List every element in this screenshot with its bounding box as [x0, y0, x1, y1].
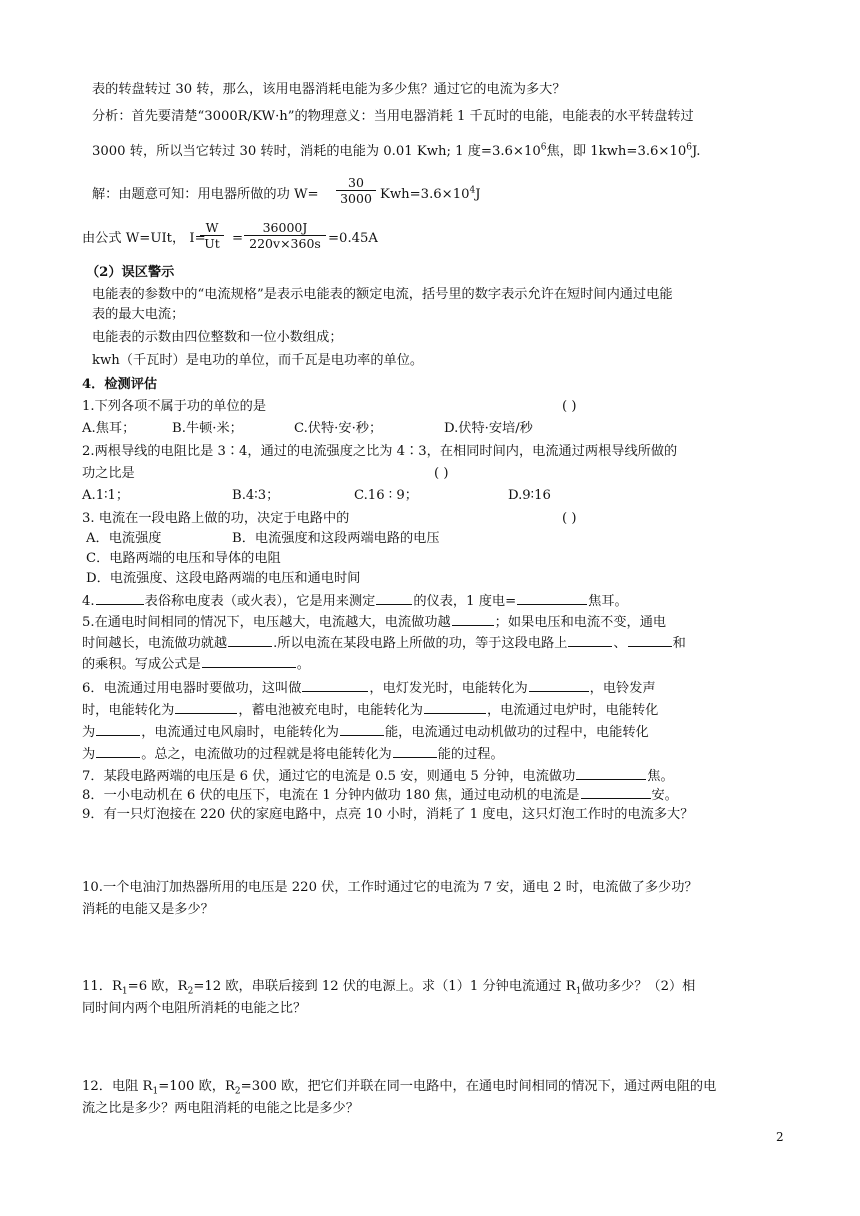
text-span: 和 [672, 636, 686, 651]
fraction [244, 220, 326, 251]
text-line: = [232, 231, 244, 246]
text-span: 焦。 [647, 769, 674, 784]
text-line: 表的最大电流； [92, 307, 185, 322]
text-span: 安。 [651, 788, 678, 803]
answer-blank[interactable] [202, 655, 296, 668]
text-span: =300 欧，把它们并联在同一电路中，在通电时间相同的情况下，通过两电阻的电 [240, 1079, 717, 1094]
subscript: 1 [575, 986, 582, 997]
option: C.伏特·安·秒； [294, 421, 383, 436]
question-4 [82, 592, 628, 611]
answer-blank[interactable] [393, 745, 437, 758]
text-line: =0.45A [328, 231, 378, 246]
subscript: 1 [152, 1086, 159, 1097]
text-span: 时，电能转化为 [82, 703, 175, 718]
text-span: 为 [82, 747, 96, 762]
answer-blank[interactable] [228, 634, 272, 647]
fraction-denominator: 3000 [340, 191, 372, 206]
answer-blank[interactable] [517, 592, 587, 605]
answer-paren: ( ) [434, 466, 449, 481]
superscript: 4 [469, 185, 476, 196]
answer-blank[interactable] [340, 723, 384, 736]
answer-blank[interactable] [576, 767, 646, 780]
fraction-denominator: 220v×360s [249, 236, 321, 251]
text-span: 做功多少？（2）相 [581, 979, 696, 994]
text-span: 11．R [82, 979, 122, 994]
text-span: ，电灯发光时，电能转化为 [369, 681, 528, 696]
text-span: =6 欧，R [127, 979, 188, 994]
text-span: 4. [82, 594, 95, 609]
option: C.16 ∶ 9； [354, 488, 418, 503]
fraction [336, 175, 376, 206]
text-line [82, 634, 686, 653]
text-span: 5.在通电时间相同的情况下，电压越大，电流越大，电流做功越 [82, 615, 451, 630]
text-line: 消耗的电能又是多少？ [82, 902, 214, 917]
text-span: ，电流通过电风扇时，电能转化为 [141, 725, 339, 740]
superscript: 6 [686, 142, 692, 153]
section-heading: （2）误区警示 [86, 265, 175, 280]
option: D.9∶16 [508, 488, 551, 503]
answer-paren: ( ) [562, 511, 577, 526]
subscript: 1 [121, 986, 128, 997]
text-span: 焦，即 1kwh=3.6×10 [546, 144, 687, 159]
option: D.伏特·安培/秒 [444, 421, 533, 436]
text-span: 。总之，电流做功的过程就是将电能转化为 [141, 747, 392, 762]
fraction-numerator: 36000J [262, 220, 308, 235]
text-span: =12 欧，串联后接到 12 伏的电源上。求（1）1 分钟电流通过 R [193, 979, 576, 994]
text-span: 。 [296, 657, 310, 672]
text-line: 同时间内两个电阻所消耗的电能之比？ [82, 1001, 307, 1016]
answer-blank[interactable] [452, 613, 494, 626]
answer-blank[interactable] [302, 679, 368, 692]
section-heading: 4．检测评估 [82, 377, 158, 392]
answer-blank[interactable] [568, 634, 612, 647]
fraction [200, 220, 224, 251]
answer-blank[interactable] [581, 786, 651, 799]
text-span: 3000 转，所以当它转过 30 转时，消耗的电能为 0.01 Kwh; 1 度=3.6×10 [92, 144, 541, 159]
option: A.1∶1； [82, 488, 130, 503]
option: A.焦耳； [82, 421, 136, 436]
question-12 [82, 1078, 716, 1096]
text-span: J. [692, 144, 701, 159]
subscript: 2 [187, 986, 194, 997]
question-11 [82, 978, 695, 996]
text-span: 能的过程。 [437, 747, 504, 762]
fraction-numerator: W [205, 220, 219, 235]
text-line [92, 143, 700, 161]
page-number: 2 [776, 1130, 784, 1144]
question-6 [82, 679, 656, 698]
text-line: 电能表的参数中的“电流规格”是表示电能表的额定电流，括号里的数字表示允许在短时间内通过电能 [92, 287, 673, 302]
question-5 [82, 613, 666, 632]
option: B.牛顿·米； [172, 421, 243, 436]
text-line: 解：由题意可知：用电器所做的功 W= [92, 187, 319, 202]
text-line [82, 723, 649, 742]
text-line [380, 186, 481, 204]
answer-paren: ( ) [562, 399, 577, 414]
question-10: 10.一个电油汀加热器所用的电压是 220 伏，工作时通过它的电流为 7 安，通电 2 时，电流做了多少功？ [82, 880, 698, 895]
subscript: 2 [234, 1086, 241, 1097]
fraction-numerator: 30 [348, 175, 364, 190]
text-span: ；如果电压和电流不变，通电 [494, 615, 667, 630]
option: B.4∶3； [232, 488, 280, 503]
text-span: 表俗称电度表（或火表），它是用来测定 [144, 594, 376, 609]
text-span: 时间越长，电流做功就越 [82, 636, 228, 651]
answer-blank[interactable] [96, 745, 140, 758]
text-span: =100 欧，R [158, 1079, 235, 1094]
text-span: 7．某段电路两端的电压是 6 伏，通过它的电流是 0.5 安，则通电 5 分钟，电流做功 [82, 769, 576, 784]
option: D．电流强度、这段电路两端的电压和通电时间 [86, 571, 361, 586]
text-line: 由公式 W=UIt， I= [82, 231, 206, 246]
text-span: 6．电流通过用电器时要做功，这叫做 [82, 681, 302, 696]
text-span: J [475, 187, 481, 202]
text-line [82, 701, 658, 720]
text-line [82, 655, 310, 674]
text-span: 、 [613, 636, 627, 651]
option: B．电流强度和这段两端电路的电压 [232, 531, 440, 546]
text-span: 12．电阻 R [82, 1079, 153, 1094]
question-9: 9．有一只灯泡接在 220 伏的家庭电路中，点亮 10 小时，消耗了 1 度电，这只灯泡工作时的电流多大？ [82, 807, 694, 822]
text-line: 电能表的示数由四位整数和一位小数组成； [92, 330, 343, 345]
option: C．电路两端的电压和导体的电阻 [86, 551, 281, 566]
question-7 [82, 767, 674, 786]
text-line: 分析：首先要清楚“3000R/KW·h”的物理意义：当用电器消耗 1 千瓦时的电能，电能表的水平转盘转过 [92, 109, 694, 124]
answer-blank[interactable] [529, 679, 589, 692]
answer-blank[interactable] [376, 592, 412, 605]
question-3: 3. 电流在一段电路上做的功，决定于电路中的 [82, 511, 350, 526]
text-span: 焦耳。 [588, 594, 628, 609]
text-span: 的乘积。写成公式是 [82, 657, 201, 672]
fraction-denominator: Ut [204, 236, 220, 251]
text-line: kwh（千瓦时）是电功的单位，而千瓦是电功率的单位。 [92, 353, 424, 368]
question-8 [82, 786, 678, 805]
text-line [82, 745, 504, 764]
text-span: 8．一小电动机在 6 伏的电压下，电流在 1 分钟内做功 180 焦，通过电动机的电流是 [82, 788, 580, 803]
text-span: ，电流通过电炉时，电能转化 [486, 703, 659, 718]
text-span: ，蓄电池被充电时，电能转化为 [238, 703, 423, 718]
question-1: 1.下列各项不属于功的单位的是 [82, 399, 267, 414]
text-span: 的仪表，1 度电= [413, 594, 517, 609]
answer-blank[interactable] [175, 701, 237, 714]
text-line: 表的转盘转过 30 转，那么，该用电器消耗电能为多少焦？通过它的电流为多大？ [92, 82, 566, 97]
question-2: 2.两根导线的电阻比是 3∶4，通过的电流强度之比为 4∶3，在相同时间内，电流通过两根导线所做的 [82, 444, 678, 459]
answer-blank[interactable] [424, 701, 486, 714]
text-span: .所以电流在某段电路上所做的功，等于这段电路上 [273, 636, 568, 651]
text-span: 能，电流通过电动机做功的过程中，电能转化 [385, 725, 649, 740]
text-line: 流之比是多少？两电阻消耗的电能之比是多少？ [82, 1101, 359, 1116]
text-line: 功之比是 [82, 466, 135, 481]
text-span: 为 [82, 725, 96, 740]
option: A．电流强度 [86, 531, 162, 546]
text-span: Kwh=3.6×10 [380, 187, 470, 202]
superscript: 6 [540, 142, 547, 153]
text-span: ，电铃发声 [589, 681, 656, 696]
answer-blank[interactable] [628, 634, 672, 647]
answer-blank[interactable] [96, 592, 144, 605]
answer-blank[interactable] [96, 723, 140, 736]
